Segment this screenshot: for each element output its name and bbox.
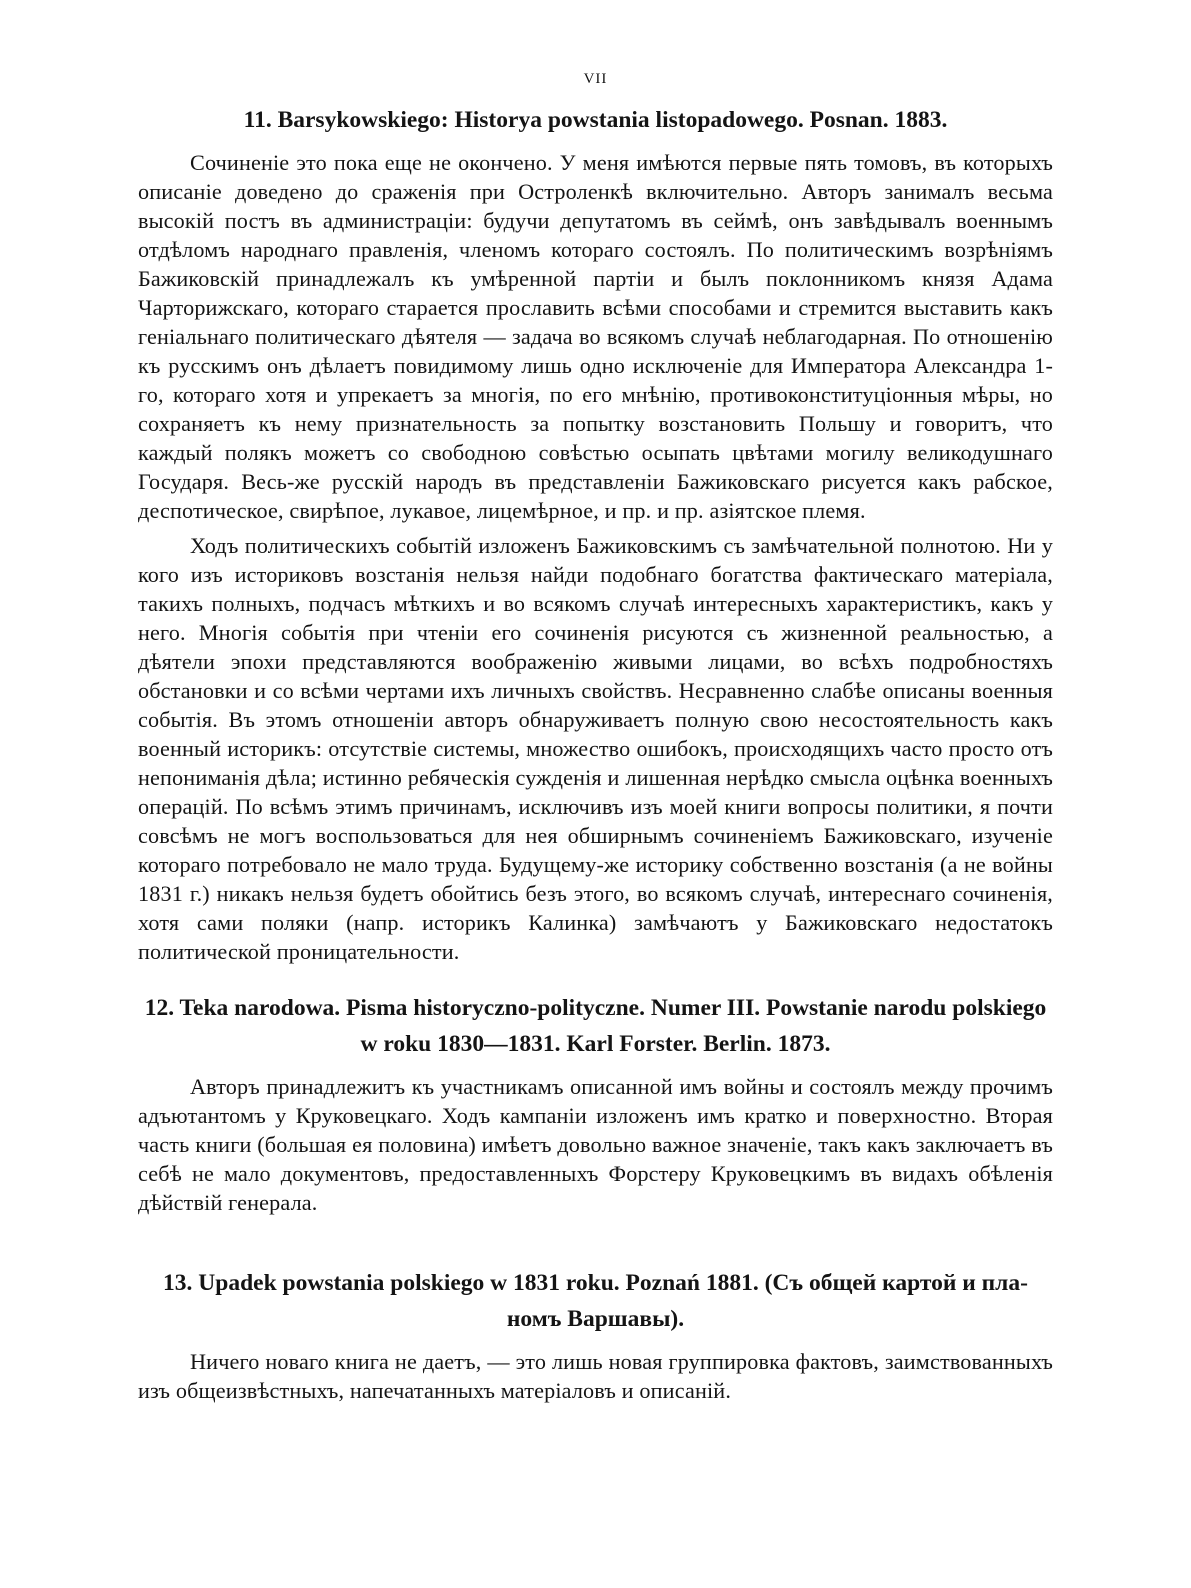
document-page [138,70,1053,1405]
page-number: VII [583,71,608,87]
entry-heading [138,990,1053,1062]
entry-paragraph: Ходъ политическихъ событій изложенъ Бажиковскимъ съ замѣчательной полнотою. Ни у кого изъ историковъ возстанія нельзя найди подобнаго богатства фактическаго матеріала, такихъ полныхъ, подчасъ мѣткихъ и во всякомъ случаѣ интересныхъ характеристикъ, какъ у него. Многія событія при чтеніи его сочиненія рисуются съ жизненной реальностью, а дѣятели эпохи представляются воображенію живыми лицами, во всѣхъ подробностяхъ обстановки и со всѣми чертами ихъ личныхъ свойствъ. Несравненно слабѣе описаны военныя событія. Въ этомъ отношеніи авторъ обнаруживаетъ полную свою несостоятельность какъ военный историкъ: отсутствіе системы, множество ошибокъ, происходящихъ часто просто отъ непониманія дѣла; истинно ребяческія сужденія и лишенная нерѣдко смысла оцѣнка военныхъ операцій. По всѣмъ этимъ причинамъ, исключивъ изъ моей книги вопросы политики, я почти совсѣмъ не могъ воспользоваться для нея обширнымъ сочиненіемъ Бажиковскаго, изученіе котораго потребовало не мало труда. Будущему-же историку собственно возстанія (а не войны 1831 г.) никакъ нельзя будетъ обойтись безъ этого, во всякомъ случаѣ, интереснаго сочиненія, хотя сами поляки (напр. историкъ Калинка) замѣчаютъ у Бажиковскаго недостатокъ политической проницательности. [138,533,1053,964]
entry-paragraph: Авторъ принадлежитъ къ участникамъ описанной имъ войны и состоялъ между прочимъ адъютантомъ у Круковецкаго. Ходъ кампаніи изложенъ имъ кратко и поверхностно. Вторая часть книги (большая ея половина) имѣетъ довольно важное значеніе, такъ какъ заключаетъ въ себѣ не мало документовъ, предоставленныхъ Форстеру Круковецкимъ въ видахъ обѣленія дѣйствій генерала. [138,1074,1053,1215]
bibliography-entry-11 [138,102,1053,966]
entry-heading-line: 12. Teka narodowa. Pisma historyczno-polityczne. Numer III. Powstanie narodu polskiego [144,995,1047,1021]
bibliography-entry-13 [138,1265,1053,1405]
entry-heading: 11. Barsykowskiego: Historya powstania listopadowego. Posnan. 1883. [243,107,948,133]
entry-heading-line: w roku 1830—1831. Karl Forster. Berlin. 1873. [360,1031,831,1057]
entry-paragraph: Ничего новаго книга не даетъ, — это лишь новая группировка фактовъ, заимствованныхъ изъ общеизвѣстныхъ, напечатанныхъ матеріаловъ и описаній. [138,1349,1053,1403]
entry-heading [138,1265,1053,1337]
bibliography-entry-12 [138,990,1053,1217]
entry-heading-line: 13. Upadek powstania polskiego w 1831 roku. Poznań 1881. (Съ общей картой и пла- [163,1270,1028,1296]
entry-heading-line: номъ Варшавы). [506,1306,685,1332]
entry-paragraph: Сочиненіе это пока еще не окончено. У меня имѣются первые пять томовъ, въ которыхъ описаніе доведено до сраженія при Остроленкѣ включительно. Авторъ занималъ весьма высокій постъ въ администраціи: будучи депутатомъ въ сеймѣ, онъ завѣдывалъ военнымъ отдѣломъ народнаго правленія, членомъ котораго состоялъ. По политическимъ возрѣніямъ Бажиковскій принадлежалъ къ умѣренной партіи и былъ поклонникомъ князя Адама Чарторижскаго, котораго старается прославить всѣми способами и стремится выставить какъ геніальнаго политическаго дѣятеля — задача во всякомъ случаѣ неблагодарная. По отношенію къ русскимъ онъ дѣлаетъ повидимому лишь одно исключеніе для Императора Александра 1-го, котораго хотя и упрекаетъ за многія, по его мнѣнію, противоконституціонныя мѣры, но сохраняетъ къ нему признательность за попытку возстановить Польшу и говоритъ, что каждый полякъ можетъ со свободною совѣстью осыпать цвѣтами могилу великодушнаго Государя. Весь-же русскій народъ въ представленіи Бажиковскаго рисуется какъ рабское, деспотическое, свирѣпое, лукавое, лицемѣрное, и пр. и пр. азіятское племя. [138,150,1053,523]
